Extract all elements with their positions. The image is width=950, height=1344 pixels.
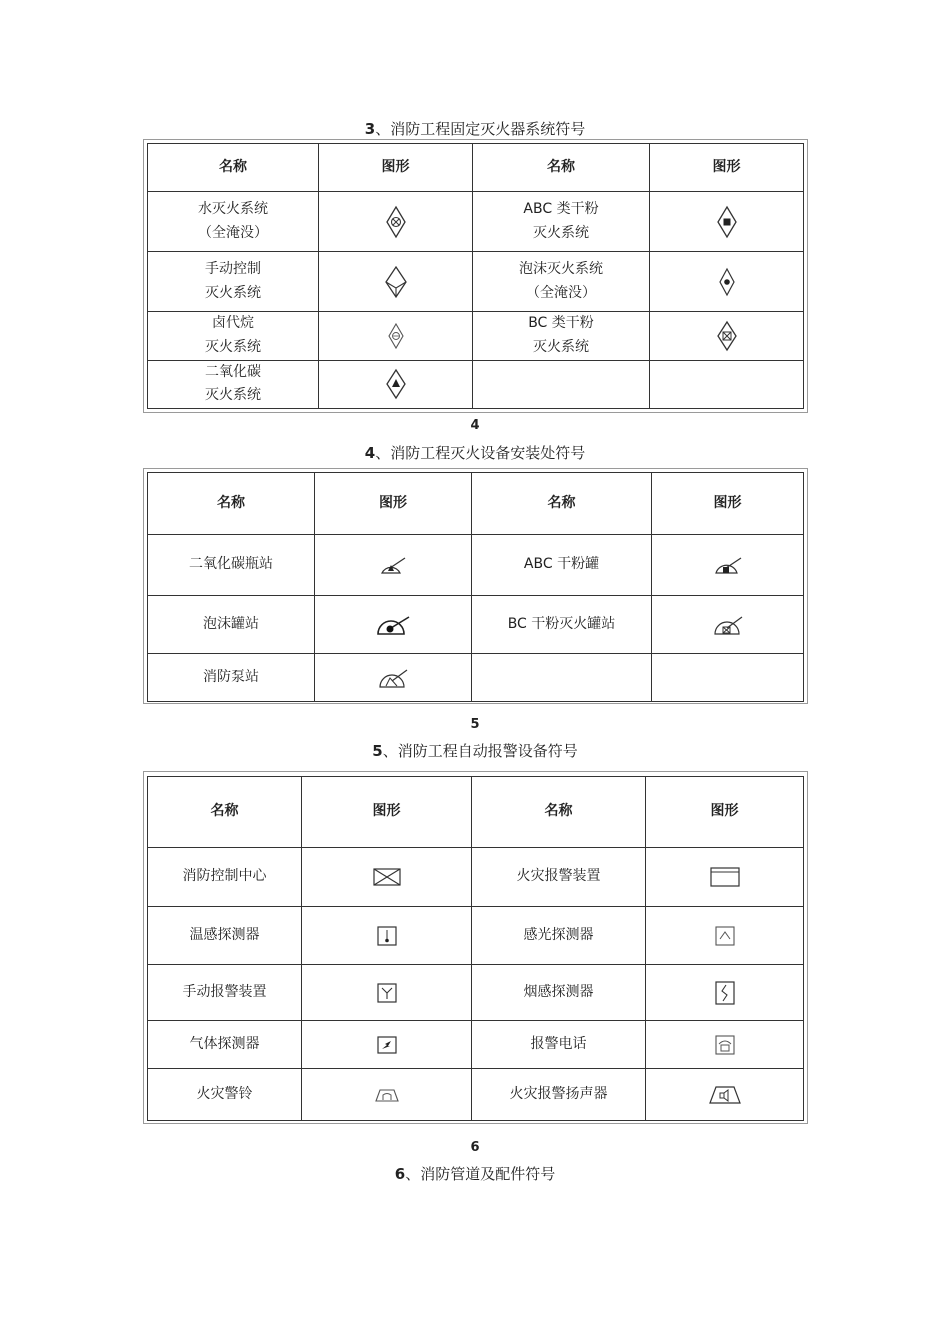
symbol-cell xyxy=(315,596,472,654)
table-row xyxy=(148,907,804,965)
section-3-title xyxy=(0,118,950,139)
symbol-name: 手动报警装置 xyxy=(148,965,302,1021)
section-5-number: 5 xyxy=(372,742,383,760)
station-square-icon xyxy=(713,554,743,576)
header-shape: 图形 xyxy=(652,473,804,535)
header-name: 名称 xyxy=(473,144,650,192)
section-5-title xyxy=(0,740,950,761)
alarm-device-icon xyxy=(709,866,741,888)
symbol-name: BC 类干粉 灭火系统 xyxy=(473,312,650,361)
diamond-v-icon xyxy=(384,265,408,299)
section-6-title xyxy=(0,1163,950,1184)
fire-bell-icon xyxy=(373,1086,401,1104)
symbol-name xyxy=(472,654,652,702)
header-shape: 图形 xyxy=(646,777,804,848)
section-3-title-text: 、消防工程固定灭火器系统符号 xyxy=(375,120,586,138)
section-4-title-text: 、消防工程灭火设备安装处符号 xyxy=(375,444,586,462)
section-3-table xyxy=(147,143,804,409)
symbol-name: 卤代烷 灭火系统 xyxy=(148,312,319,361)
station-pump-icon xyxy=(377,666,409,690)
symbol-cell xyxy=(650,360,804,409)
symbol-cell xyxy=(652,654,804,702)
gas-detector-icon xyxy=(376,1035,398,1055)
alarm-speaker-icon xyxy=(707,1084,743,1106)
header-name: 名称 xyxy=(148,777,302,848)
symbol-name: 报警电话 xyxy=(472,1021,646,1069)
flame-detector-icon xyxy=(714,925,736,947)
symbol-cell xyxy=(302,1069,472,1121)
diamond-triangle-icon xyxy=(385,368,407,400)
symbol-name: 泡沫灭火系统 （全淹没） xyxy=(473,252,650,312)
symbol-name: 二氧化碳瓶站 xyxy=(148,535,315,596)
table-row xyxy=(148,360,804,409)
symbol-cell xyxy=(302,907,472,965)
table-row xyxy=(148,535,804,596)
symbol-cell xyxy=(646,907,804,965)
symbol-cell xyxy=(646,1069,804,1121)
page-number: 6 xyxy=(470,1140,480,1155)
header-shape: 图形 xyxy=(650,144,804,192)
symbol-cell xyxy=(315,654,472,702)
symbol-name: ABC 类干粉 灭火系统 xyxy=(473,192,650,252)
symbol-name: ABC 干粉罐 xyxy=(472,535,652,596)
alarm-phone-icon xyxy=(714,1034,736,1056)
table-row xyxy=(148,1069,804,1121)
table-row xyxy=(148,252,804,312)
symbol-name: 火灾报警扬声器 xyxy=(472,1069,646,1121)
table-row xyxy=(148,1021,804,1069)
section-5-table xyxy=(147,776,804,1121)
symbol-cell xyxy=(302,1021,472,1069)
symbol-cell xyxy=(302,848,472,907)
table-header-row xyxy=(148,473,804,535)
header-name: 名称 xyxy=(148,144,319,192)
symbol-cell xyxy=(319,252,473,312)
station-cross-icon xyxy=(712,613,744,637)
header-name: 名称 xyxy=(148,473,315,535)
symbol-cell xyxy=(652,535,804,596)
smoke-detector-icon xyxy=(714,980,736,1006)
table-row xyxy=(148,654,804,702)
heat-detector-icon xyxy=(376,925,398,947)
table-row xyxy=(148,192,804,252)
symbol-name: 泡沫罐站 xyxy=(148,596,315,654)
symbol-cell xyxy=(650,252,804,312)
section-6-number: 6 xyxy=(394,1165,406,1183)
symbol-name: 温感探测器 xyxy=(148,907,302,965)
symbol-cell xyxy=(646,1021,804,1069)
section-3-number: 3 xyxy=(364,120,376,138)
symbol-name: BC 干粉灭火罐站 xyxy=(472,596,652,654)
section-4-title xyxy=(0,442,950,463)
header-name: 名称 xyxy=(472,473,652,535)
control-center-icon xyxy=(372,867,402,887)
symbol-cell xyxy=(315,535,472,596)
manual-alarm-icon xyxy=(376,982,398,1004)
symbol-name xyxy=(473,360,650,409)
symbol-name: 消防控制中心 xyxy=(148,848,302,907)
symbol-name: 水灭火系统 （全淹没） xyxy=(148,192,319,252)
diamond-halon-icon xyxy=(387,322,405,350)
symbol-cell xyxy=(650,192,804,252)
diamond-cross-square-icon xyxy=(716,320,738,352)
symbol-cell xyxy=(302,965,472,1021)
symbol-cell xyxy=(646,848,804,907)
diamond-cross-circle-icon xyxy=(385,205,407,239)
symbol-cell xyxy=(319,192,473,252)
symbol-name: 气体探测器 xyxy=(148,1021,302,1069)
table-row xyxy=(148,848,804,907)
symbol-cell xyxy=(319,360,473,409)
diamond-filled-square-icon xyxy=(716,205,738,239)
table-row xyxy=(148,312,804,361)
table-row xyxy=(148,965,804,1021)
symbol-name: 感光探测器 xyxy=(472,907,646,965)
header-name: 名称 xyxy=(472,777,646,848)
section-6-title-text: 、消防管道及配件符号 xyxy=(405,1165,556,1183)
section-5-title-text: 、消防工程自动报警设备符号 xyxy=(382,742,578,760)
station-dot-icon xyxy=(375,613,411,637)
symbol-cell xyxy=(650,312,804,361)
table-row xyxy=(148,596,804,654)
page-number: 5 xyxy=(470,717,480,732)
table-header-row xyxy=(148,777,804,848)
symbol-name: 二氧化碳 灭火系统 xyxy=(148,360,319,409)
symbol-cell xyxy=(319,312,473,361)
symbol-name: 烟感探测器 xyxy=(472,965,646,1021)
table-header-row xyxy=(148,144,804,192)
diamond-dot-icon xyxy=(718,267,736,297)
symbol-name: 火灾报警装置 xyxy=(472,848,646,907)
header-shape: 图形 xyxy=(302,777,472,848)
page-number: 4 xyxy=(470,418,480,433)
station-triangle-icon xyxy=(378,554,408,576)
header-shape: 图形 xyxy=(315,473,472,535)
symbol-name: 消防泵站 xyxy=(148,654,315,702)
section-4-number: 4 xyxy=(364,444,376,462)
symbol-name: 火灾警铃 xyxy=(148,1069,302,1121)
symbol-cell xyxy=(646,965,804,1021)
header-shape: 图形 xyxy=(319,144,473,192)
symbol-cell xyxy=(652,596,804,654)
section-4-table xyxy=(147,472,804,702)
symbol-name: 手动控制 灭火系统 xyxy=(148,252,319,312)
